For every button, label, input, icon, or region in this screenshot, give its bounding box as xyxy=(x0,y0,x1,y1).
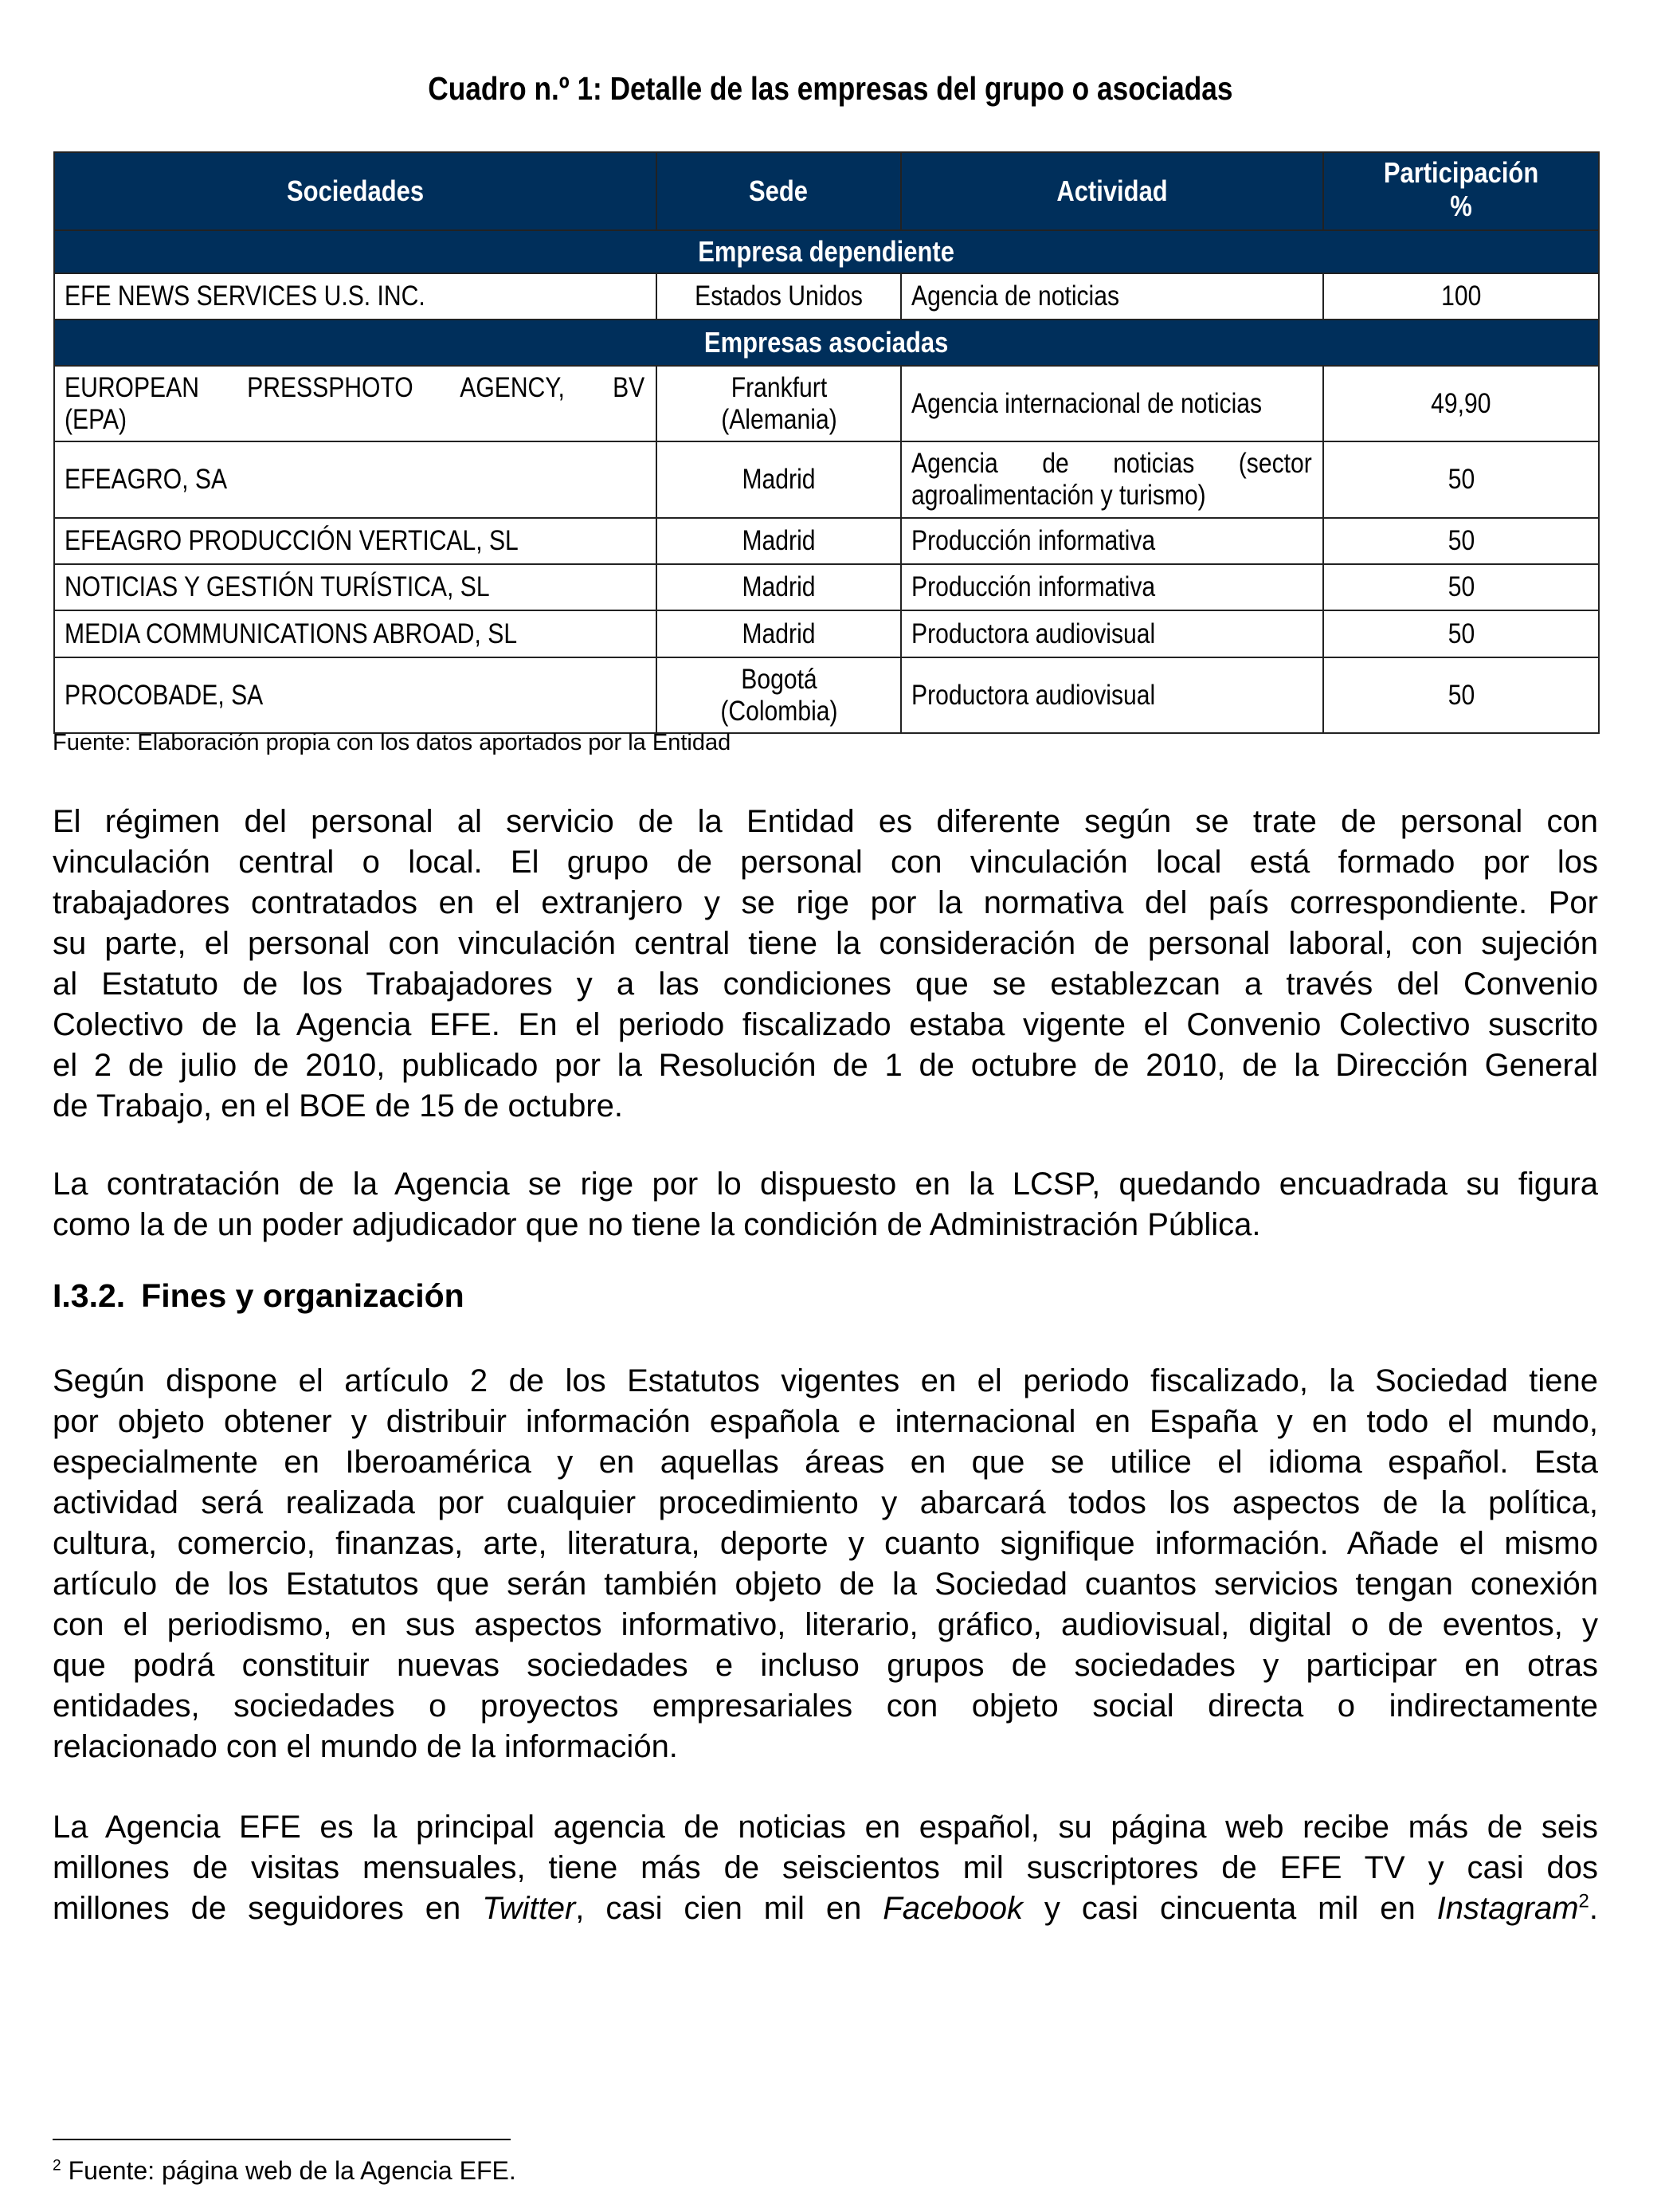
paragraph-line: por objeto obtener y distribuir información española e internacional en España y en todo el mundo, xyxy=(53,1404,1598,1439)
paragraph-line: su parte, el personal con vinculación central tiene la consideración de personal laboral, con sujeción xyxy=(53,926,1598,961)
column-header-sociedades: Sociedades xyxy=(54,152,656,230)
table-source-note: Fuente: Elaboración propia con los datos aportados por la Entidad xyxy=(53,730,731,755)
cell-sede: Estados Unidos xyxy=(656,273,901,320)
paragraph-line: especialmente en Iberoamérica y en aquellas áreas en que se utilice el idioma español. Esta xyxy=(53,1445,1598,1480)
cell-participacion: 50 xyxy=(1323,657,1599,733)
column-header-sede: Sede xyxy=(656,152,901,230)
paragraph-line: Colectivo de la Agencia EFE. En el periodo fiscalizado estaba vigente el Convenio Colectivo suscrito xyxy=(53,1007,1598,1042)
instagram-mention: Instagram xyxy=(1436,1891,1579,1926)
cell-actividad: Agencia internacional de noticias xyxy=(901,366,1323,441)
cell-sede: Bogotá (Colombia) xyxy=(656,657,901,733)
footnote-text: Fuente: página web de la Agencia EFE. xyxy=(61,2156,516,2185)
table-row xyxy=(54,657,1599,733)
paragraph-line: relacionado con el mundo de la información. xyxy=(53,1729,678,1764)
paragraph-statutes xyxy=(53,1361,1598,1767)
section-title: Fines y organización xyxy=(141,1277,464,1314)
paragraph-line: Según dispone el artículo 2 de los Estatutos vigentes en el periodo fiscalizado, la Sociedad tiene xyxy=(53,1363,1598,1398)
table-row xyxy=(54,366,1599,441)
table-row xyxy=(54,518,1599,564)
cell-participacion: 100 xyxy=(1323,273,1599,320)
cell-participacion: 50 xyxy=(1323,564,1599,610)
paragraph-line: entidades, sociedades o proyectos empresariales con objeto social directa o indirectamente xyxy=(53,1688,1598,1724)
cell-sede: Madrid xyxy=(656,610,901,657)
cell-actividad: Producción informativa xyxy=(901,564,1323,610)
cell-sede: Madrid xyxy=(656,441,901,518)
table-row xyxy=(54,564,1599,610)
table-title-text: Cuadro n.º 1: Detalle de las empresas del grupo o asociadas xyxy=(428,70,1233,107)
cell-sociedad: PROCOBADE, SA xyxy=(54,657,656,733)
table-title xyxy=(0,70,1661,108)
cell-actividad: Producción informativa xyxy=(901,518,1323,564)
footnote-number: 2 xyxy=(53,2157,61,2175)
paragraph-line: que podrá constituir nuevas sociedades e incluso grupos de sociedades y participar en otras xyxy=(53,1648,1598,1683)
paragraph-line: millones de seguidores en Twitter, casi cien mil en Facebook y casi cincuenta mil en Instagram$^2$. xyxy=(53,1890,1599,1926)
paragraph-line: El régimen del personal al servicio de la Entidad es diferente según se trate de personal con xyxy=(53,804,1598,839)
cell-actividad: Agencia de noticias (sector agroalimentación y turismo) xyxy=(901,441,1323,518)
paragraph-line: vinculación central o local. El grupo de personal con vinculación local está formado por los xyxy=(53,845,1598,880)
table-row xyxy=(54,441,1599,518)
cell-participacion: 50 xyxy=(1323,441,1599,518)
section-number: I.3.2. xyxy=(53,1277,126,1314)
cell-actividad: Agencia de noticias xyxy=(901,273,1323,320)
paragraph-line: La Agencia EFE es la principal agencia de noticias en español, su página web recibe más de seis xyxy=(53,1810,1598,1845)
paragraph-line: al Estatuto de los Trabajadores y a las condiciones que se establezcan a través del Convenio xyxy=(53,967,1598,1002)
cell-sociedad: EUROPEAN PRESSPHOTO AGENCY, BV (EPA) xyxy=(54,366,656,441)
section-label: Empresa dependiente xyxy=(698,235,955,268)
section-label: Empresas asociadas xyxy=(704,326,949,359)
table-row xyxy=(54,273,1599,320)
cell-sociedad: NOTICIAS Y GESTIÓN TURÍSTICA, SL xyxy=(54,564,656,610)
column-header-actividad: Actividad xyxy=(901,152,1323,230)
paragraph-line: trabajadores contratados en el extranjero y se rige por la normativa del país correspondiente. Por xyxy=(53,885,1598,920)
section-row-dependiente xyxy=(54,230,1599,273)
cell-actividad: Productora audiovisual xyxy=(901,610,1323,657)
paragraph-line: millones de visitas mensuales, tiene más de seiscientos mil suscriptores de EFE TV y casi dos xyxy=(53,1850,1598,1885)
cell-sociedad: EFEAGRO, SA xyxy=(54,441,656,518)
paragraph-line: cultura, comercio, finanzas, arte, literatura, deporte y cuanto signifique información. Añade el mismo xyxy=(53,1526,1598,1561)
cell-sociedad: EFEAGRO PRODUCCIÓN VERTICAL, SL xyxy=(54,518,656,564)
table-row xyxy=(54,610,1599,657)
cell-participacion: 50 xyxy=(1323,610,1599,657)
paragraph-line: artículo de los Estatutos que serán también objeto de la Sociedad cuantos servicios tengan conexión xyxy=(53,1567,1598,1602)
paragraph-personal-regime xyxy=(53,802,1598,1127)
cell-sociedad: MEDIA COMMUNICATIONS ABROAD, SL xyxy=(54,610,656,657)
cell-actividad: Productora audiovisual xyxy=(901,657,1323,733)
cell-sede: Madrid xyxy=(656,518,901,564)
paragraph-efe-reach xyxy=(53,1807,1598,1929)
section-row-asociadas xyxy=(54,320,1599,366)
column-header-participacion: Participación % xyxy=(1323,152,1599,230)
paragraph-line: de Trabajo, en el BOE de 15 de octubre. xyxy=(53,1088,624,1124)
cell-sociedad: EFE NEWS SERVICES U.S. INC. xyxy=(54,273,656,320)
paragraph-line: con el periodismo, en sus aspectos informativo, literario, gráfico, audiovisual, digital o de eventos, y xyxy=(53,1607,1598,1642)
paragraph-line: La contratación de la Agencia se rige por lo dispuesto en la LCSP, quedando encuadrada su figura xyxy=(53,1167,1598,1202)
footnote xyxy=(53,2156,516,2186)
facebook-mention: Facebook xyxy=(883,1891,1023,1926)
footnote-separator xyxy=(53,2139,511,2140)
section-heading xyxy=(53,1277,464,1315)
footnote-reference[interactable]: 2 xyxy=(1578,1890,1589,1912)
twitter-mention: Twitter xyxy=(482,1891,576,1926)
paragraph-line: actividad será realizada por cualquier procedimiento y abarcará todos los aspectos de la política, xyxy=(53,1485,1598,1520)
paragraph-line: como la de un poder adjudicador que no tiene la condición de Administración Pública. xyxy=(53,1207,1261,1242)
companies-table xyxy=(53,151,1600,734)
paragraph-line: el 2 de julio de 2010, publicado por la Resolución de 1 de octubre de 2010, de la Dirección General xyxy=(53,1048,1598,1083)
cell-sede: Frankfurt (Alemania) xyxy=(656,366,901,441)
cell-sede: Madrid xyxy=(656,564,901,610)
cell-participacion: 49,90 xyxy=(1323,366,1599,441)
paragraph-contracting xyxy=(53,1164,1598,1245)
cell-participacion: 50 xyxy=(1323,518,1599,564)
